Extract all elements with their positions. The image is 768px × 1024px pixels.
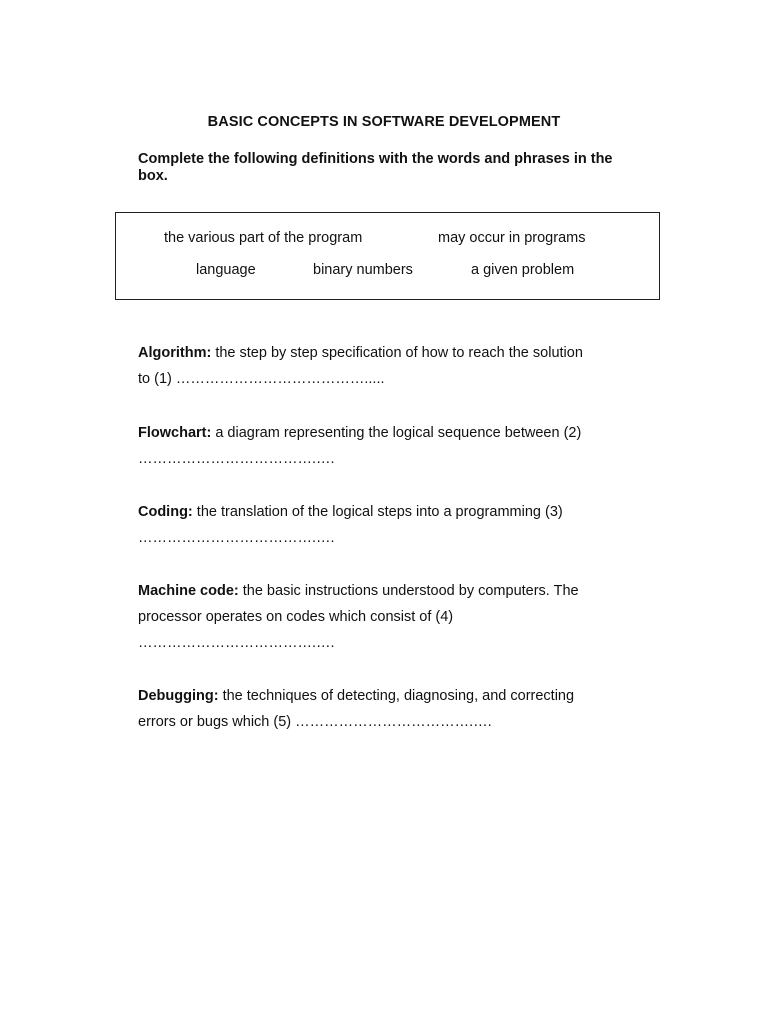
definition-line — [138, 578, 638, 604]
definition-line — [138, 420, 638, 446]
definition-term: Flowchart: — [138, 425, 212, 441]
definition-coding — [138, 499, 638, 551]
definition-term: Algorithm: — [138, 345, 212, 361]
definition-line — [138, 499, 638, 525]
definition-flowchart — [138, 420, 638, 472]
definition-machine-code — [138, 578, 638, 656]
definition-term: Coding: — [138, 504, 193, 520]
definition-line: errors or bugs which (5) ……………………………….…. — [138, 714, 492, 730]
definition-line: ……………………………….…. — [138, 451, 335, 467]
word-box-item: binary numbers — [313, 262, 413, 278]
definition-text: the techniques of detecting, diagnosing, and correcting — [222, 688, 575, 704]
definition-line — [138, 683, 638, 709]
definition-text: a diagram representing the logical sequence between (2) — [215, 425, 582, 441]
definition-term: Debugging: — [138, 688, 219, 704]
definition-line: ……………………………….…. — [138, 635, 335, 651]
definition-text: the step by step specification of how to reach the solution — [215, 345, 583, 361]
definition-line: to (1) …………………………………..... — [138, 371, 385, 387]
word-box-item: may occur in programs — [438, 230, 586, 246]
word-box-item: language — [196, 262, 256, 278]
definition-debugging — [138, 683, 638, 735]
word-box-item: a given problem — [471, 262, 575, 278]
definition-line: ……………………………….…. — [138, 530, 335, 546]
word-box-item: the various part of the program — [164, 230, 363, 246]
definition-text: the basic instructions understood by computers. The — [242, 583, 579, 599]
page-title: BASIC CONCEPTS IN SOFTWARE DEVELOPMENT — [207, 114, 561, 130]
definition-line — [138, 340, 638, 366]
definition-text: the translation of the logical steps into a programming (3) — [196, 504, 563, 520]
definition-algorithm — [138, 340, 638, 392]
word-box — [115, 212, 660, 300]
definition-term: Machine code: — [138, 583, 239, 599]
definition-line: processor operates on codes which consist of (4) — [138, 609, 454, 625]
instructions: Complete the following definitions with the words and phrases in the box. — [138, 151, 613, 184]
